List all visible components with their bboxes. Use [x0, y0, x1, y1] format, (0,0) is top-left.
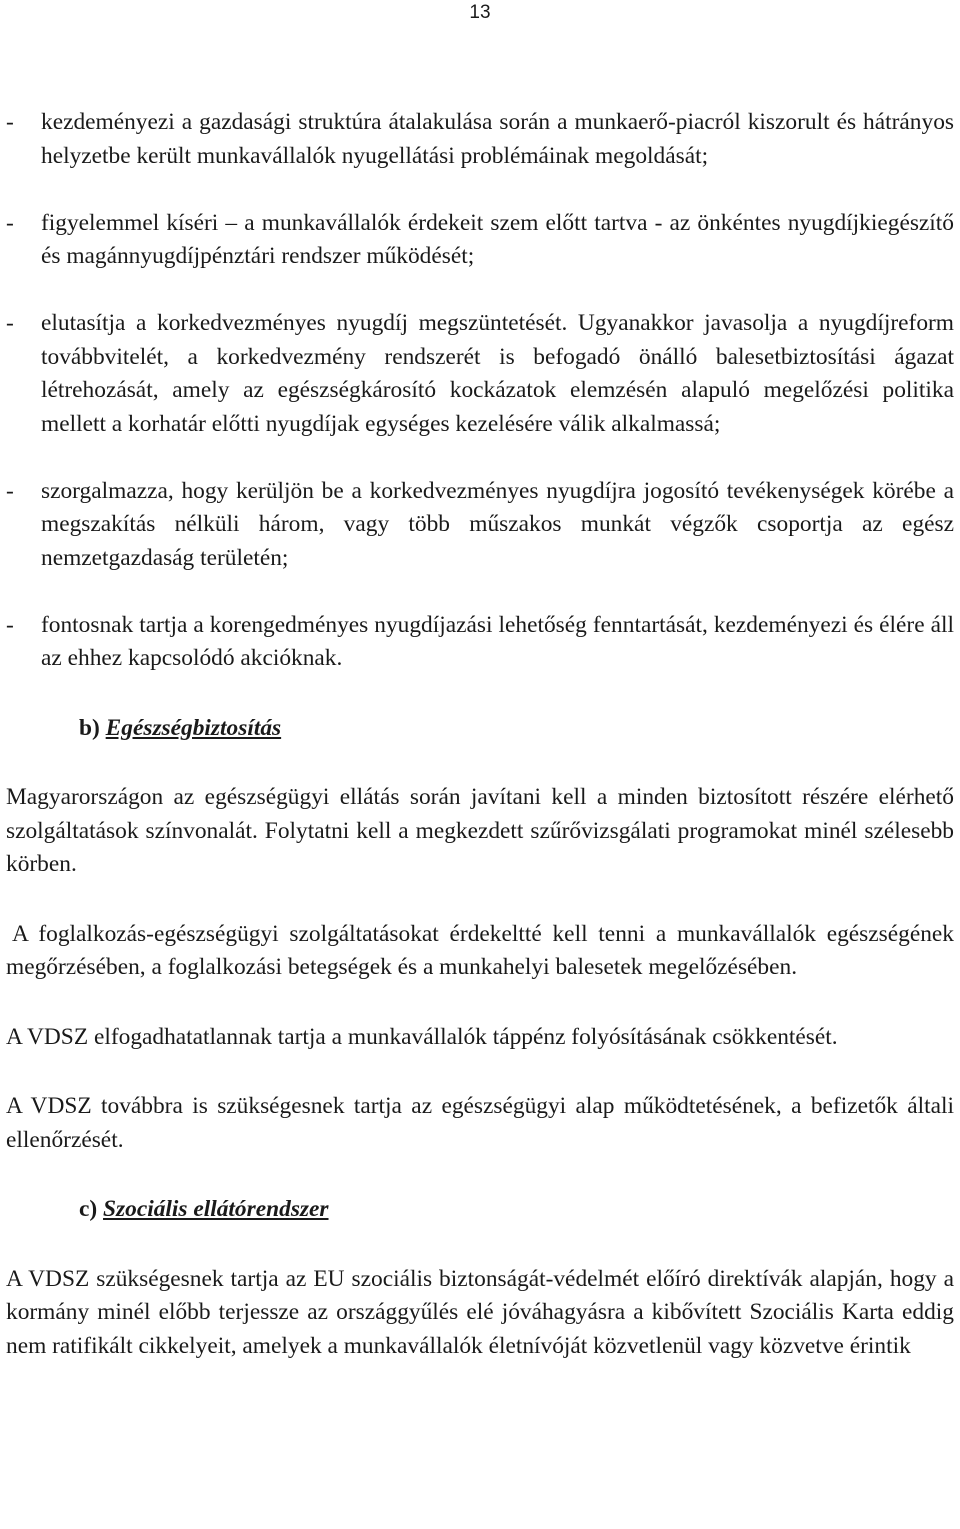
- page-number: 13: [469, 2, 491, 23]
- bullet-text: kezdeményezi a gazdasági struktúra átalakulása során a munkaerő-piacról kiszorult és hátrányos helyzetbe került munkavállalók nyugellátási problémáinak megoldását;: [41, 109, 954, 169]
- bullet-item: [6, 475, 954, 576]
- paragraph: Magyarországon az egészségügyi ellátás során javítani kell a minden biztosított részére elérhető szolgáltatások színvonalát. Folytatni kell a megkezdett szűrővizsgálati programokat minél szélesebb körben.: [6, 784, 954, 877]
- paragraph: A VDSZ szükségesnek tartja az EU szociális biztonságát-védelmét előíró direktívák alapján, hogy a kormány minél előbb terjessze az országgyűlés elé jóváhagyásra a kibővített Szociális Karta eddig nem ratifikált cikkelyeit, amelyek a munkavállalók életnívóját közvetlenül vagy közvetve érintik: [6, 1265, 954, 1359]
- bullet-item: [6, 609, 954, 676]
- bullet-dash: -: [6, 209, 14, 236]
- paragraph: A VDSZ továbbra is szükségesnek tartja az egészségügyi alap működtetésének, a befizetők általi ellenőrzését.: [6, 1093, 954, 1153]
- bullet-dash: -: [6, 611, 14, 638]
- section-title: Szociális ellátórendszer: [103, 1196, 329, 1222]
- section-heading-c: [6, 1193, 954, 1227]
- document-body: [6, 106, 954, 1363]
- paragraph: A foglalkozás-egészségügyi szolgáltatásokat érdekeltté kell tenni a munkavállalók egészségének megőrzésében, a foglalkozási betegségek és a munkahelyi balesetek megelőzésében.: [6, 920, 954, 980]
- section-marker: c): [79, 1196, 98, 1222]
- section-marker: b): [79, 714, 100, 741]
- bullet-dash: -: [6, 310, 14, 336]
- bullet-item: [6, 106, 954, 173]
- bullet-text: fontosnak tartja a korengedményes nyugdíjazási lehetőség fenntartását, kezdeményezi és élére áll az ehhez kapcsolódó akcióknak.: [41, 611, 954, 671]
- section-title: Egészségbiztosítás: [105, 714, 282, 741]
- bullet-text: figyelemmel kíséri – a munkavállalók érdekeit szem előtt tartva - az önkéntes nyugdíjkiegészítő és magánnyugdíjpénztári rendszer működését;: [41, 209, 954, 269]
- bullet-text: elutasítja a korkedvezményes nyugdíj megszüntetését. Ugyanakkor javasolja a nyugdíjreform továbbvitelét, a korkedvezmény rendszerét is befogadó önálló balesetbiztosítási ágazat létrehozását, amely az egészségkárosító kockázatok elemzésén alapuló megelőzési politika mellett a korhatár előtti nyugdíjak egységes kezelésére válik alkalmassá;: [41, 310, 954, 437]
- bullet-text: szorgalmazza, hogy kerüljön be a korkedvezményes nyugdíjra jogosító tevékenységek körébe a megszakítás nélküli három, vagy több műszakos munkát végzők csoportja az egész nemzetgazdaság területén;: [41, 477, 954, 571]
- paragraph: A VDSZ elfogadhatatlannak tartja a munkavállalók táppénz folyósításának csökkentését.: [6, 1023, 838, 1050]
- section-heading-b: [6, 712, 954, 746]
- bullet-item: [6, 307, 954, 441]
- bullet-dash: -: [6, 109, 14, 135]
- bullet-item: [6, 207, 954, 274]
- bullet-dash: -: [6, 477, 14, 504]
